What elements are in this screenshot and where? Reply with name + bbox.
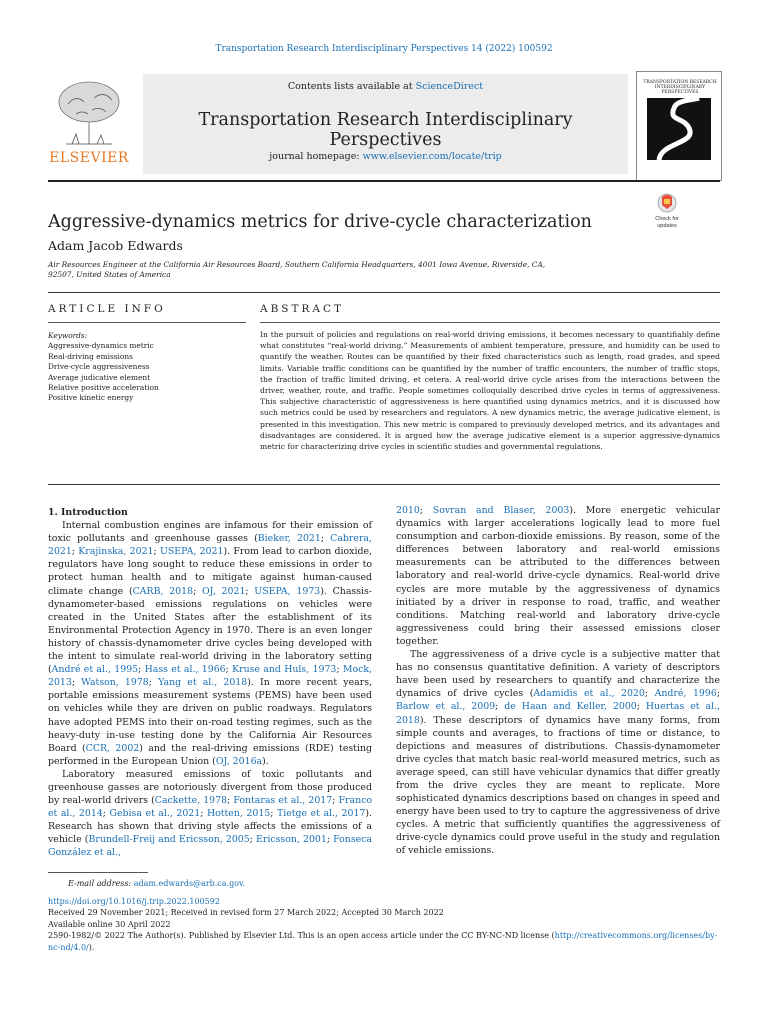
cover-title: TRANSPORTATION RESEARCH INTERDISCIPLINARY PERSPECTIVES [643, 80, 717, 95]
citation-link[interactable]: Cackette, 1978 [154, 795, 228, 807]
abstract-text: In the pursuit of policies and regulations on real-world driving emissions, it becomes necessary to quantifiably define what constitutes “real-world driving.” Measurements of ambient temperature, pressure, and humidity can be used to quantify the weather. Routes can be quantified by their fixed characteristics such as length, road grades, and speed limits. Variable traffic conditions can be quantified by the number of traffic encounters, the number of traffic stops, the fraction of traffic limited driving, et cetera. A real-world drive cycle arises from the interactions between the driver, weather, route, and traffic. People sometimes colloquially described drive cycles in terms of aggressiveness. This subjective characteristic of aggressiveness is here quantified using dynamics metrics, and it is discussed how such metrics could be used by researchers and regulators. A new dynamics metric, the average judicative element, is presented in this investigation. This new metric is compared to previously developed metrics, and its advantages and disadvantages are considered. It is argued how the average judicative element is a superior aggressive-dynamics metric for characterizing drive cycles in scientific studies and governmental regulations. [260, 330, 720, 452]
citation-link[interactable]: Brundell-Freij and Ericsson, 2005 [88, 834, 250, 846]
author-affiliation: Air Resources Engineer at the California Air Resources Board, Southern California Headquarters, 4001 Iowa Avenue, Riverside, CA, 92507, United States of America [48, 260, 546, 279]
keyword: Relative positive acceleration [48, 383, 159, 393]
sciencedirect-link[interactable]: ScienceDirect [415, 81, 484, 92]
citation-link[interactable]: Fontaras et al., 2017 [233, 795, 333, 807]
keyword: Positive kinetic energy [48, 393, 134, 403]
check-for-updates-button[interactable] [642, 192, 692, 232]
citation-link[interactable]: Mock, 2013 [48, 664, 372, 689]
abstract-heading: ABSTRACT [260, 303, 345, 315]
citation-link[interactable]: OJ, 2021 [201, 585, 246, 597]
citation-link[interactable]: Barlow et al., 2009 [396, 701, 496, 713]
section-title: 1. Introduction [48, 507, 128, 518]
email-footnote: E-mail address: adam.edwards@arb.ca.gov. [68, 879, 246, 888]
check-updates-label: Check for [655, 216, 679, 222]
svg-text:updates: updates [657, 223, 677, 229]
footnote-rule [48, 872, 148, 873]
author-name[interactable]: Adam Jacob Edwards [48, 238, 183, 253]
citation-link[interactable]: Gebisa et al., 2021 [109, 808, 201, 820]
citation-link[interactable]: Tietge et al., 2017 [276, 808, 366, 820]
citation-link[interactable]: USEPA, 2021 [159, 546, 224, 558]
citation-link[interactable]: Adamidis et al., 2020 [533, 688, 645, 700]
citation-link[interactable]: Bieker, 2021 [257, 533, 321, 545]
citation-link[interactable]: de Haan and Keller, 2000 [504, 701, 637, 713]
homepage-link[interactable]: www.elsevier.com/locate/trip [362, 151, 502, 162]
available-online: Available online 30 April 2022 [48, 919, 171, 929]
doi-link[interactable]: https://doi.org/10.1016/j.trip.2022.100592 [48, 896, 220, 906]
citation-link[interactable]: 2010 [396, 505, 420, 516]
journal-reference[interactable]: Transportation Research Interdisciplinary Perspectives 14 (2022) 100592 [215, 44, 553, 54]
citation-link[interactable]: Yang et al., 2018 [158, 677, 248, 689]
citation-link[interactable]: CCR, 2002 [85, 742, 140, 754]
elsevier-wordmark: ELSEVIER [49, 150, 129, 166]
paragraph: Laboratory measured emissions of toxic pollutants and greenhouse gasses are notoriously divergent from those produced by real-world drivers (Cackette, 1978; Fontaras et al., 2017; Franco et al., 2014; Gebisa et al., 2021; Hotten, 2015; Tietge et al., 2017). Research has shown that driving style affects the emissions of a vehicle (Brundell-Freij and Ericsson, 2005; Ericsson, 2001; Fonseca González et al., [48, 768, 373, 859]
body-column-left [48, 506, 372, 860]
citation-link[interactable]: Huertas et al., 2018 [396, 701, 721, 726]
citation-link[interactable]: Kruse and Huls, 1973 [232, 664, 337, 676]
citation-link[interactable]: Hotten, 2015 [206, 808, 271, 820]
keyword: Aggressive-dynamics metric [48, 341, 154, 351]
keyword: Drive-cycle aggressiveness [48, 362, 150, 372]
journal-homepage: journal homepage: www.elsevier.com/locate/trip [269, 151, 502, 162]
keywords-block [48, 331, 246, 404]
keywords-label: Keywords: [48, 331, 88, 340]
abstract-bottom-rule [48, 484, 720, 485]
citation-link[interactable]: USEPA, 1973 [254, 585, 321, 597]
journal-cover-thumbnail[interactable] [636, 71, 722, 181]
header-rule [48, 180, 720, 182]
citation-link[interactable]: OJ, 2016a [215, 755, 263, 767]
received-dates: Received 29 November 2021; Received in revised form 27 March 2022; Accepted 30 March 2022 [48, 908, 444, 917]
article-title: Aggressive-dynamics metrics for drive-cycle characterization [48, 212, 592, 232]
keyword: Real-driving emissions [48, 351, 133, 361]
license-statement: 2590-1982/© 2022 The Author(s). Published by Elsevier Ltd. This is an open access article under the CC BY-NC-ND license (http://creativecommons.org/licenses/by-nc-nd/4.0/). [48, 931, 718, 952]
citation-link[interactable]: André, 1996 [654, 688, 717, 700]
license-link[interactable]: http://creativecommons.org/licenses/by-nc-nd/4.0/ [48, 931, 718, 952]
email-link[interactable]: adam.edwards@arb.ca.gov. [133, 879, 246, 888]
citation-link[interactable]: CARB, 2018 [132, 585, 194, 597]
paragraph: 2010; Sovran and Blaser, 2003). More energetic vehicular dynamics with larger accelerations logically lead to more fuel consumption and carbon-dioxide emissions. By reason, some of the differences between laboratory and real-world emissions measurements can be attributed to the differences between laboratory and real-world drive-cycle dynamics. Real-world drive cycles are more mutable by the aggressiveness of dynamics initiated by a driver in response to road, traffic, and weather conditions. Matching real-world and laboratory drive-cycle aggressiveness could bring their assessed emissions closer together. [396, 505, 720, 647]
citation-link[interactable]: Hass et al., 1966 [144, 664, 226, 676]
citation-link[interactable]: Cabrera, 2021 [48, 533, 373, 558]
title-rule [48, 292, 720, 293]
journal-title: Transportation Research Interdisciplinary Perspectives [198, 110, 573, 150]
citation-link[interactable]: Ericsson, 2001 [256, 834, 327, 846]
citation-link[interactable]: André et al., 1995 [51, 664, 139, 676]
citation-link[interactable]: Fonseca González et al., [48, 834, 373, 859]
keyword: Average judicative element [48, 372, 151, 382]
article-footer [48, 878, 720, 953]
citation-link[interactable]: Sovran and Blaser, 2003 [432, 505, 570, 516]
paragraph: The aggressiveness of a drive cycle is a subjective matter that has no consensus quantitative definition. A variety of descriptors have been used by researchers to quantify and characterize the dynamics of drive cycles (Adamidis et al., 2020; André, 1996; Barlow et al., 2009; de Haan and Keller, 2000; Huertas et al., 2018). These descriptors of dynamics have many forms, from simple counts and averages, to fractions of time or distance, to depictions and measures of distributions. Chassis-dynamometer drive cycles that match basic real-world measured metrics, such as average speed, can still have vehicular dynamics that differ greatly from the drive cycles they are meant to replicate. More sophisticated dynamics descriptions based on changes in speed and energy have been used to try to capture the aggressiveness of drive cycles. A metric that sufficiently quantifies the aggressiveness of drive-cycle dynamics could prove useful in the study and regulation of vehicle emissions. [396, 649, 721, 857]
abstract-rule [260, 322, 720, 323]
contents-line: Contents lists available at ScienceDirect [287, 81, 484, 92]
citation-link[interactable]: Watson, 1978 [81, 677, 149, 689]
article-info-heading: ARTICLE INFO [48, 303, 166, 315]
body-column-right [396, 504, 720, 858]
article-info-rule [48, 322, 246, 323]
citation-link[interactable]: Krajinska, 2021 [78, 546, 154, 558]
paragraph: Internal combustion engines are infamous for their emission of toxic pollutants and greenhouse gasses (Bieker, 2021; Cabrera, 2021; Krajinska, 2021; USEPA, 2021). From lead to carbon dioxide, regulators have long sought to reduce these emissions in order to protect human health and to mitigate against human-caused climate change (CARB, 2018; OJ, 2021; USEPA, 1973). Chassis-dynamometer-based emissions regulations on vehicles were created in the United States after the establishment of its Environmental Protection Agency in 1970. There is an even longer history of chassis-dynamometer drive cycles being developed with the intent to simulate real-world driving in the laboratory setting (André et al., 1995; Hass et al., 1966; Kruse and Huls, 1973; Mock, 2013; Watson, 1978; Yang et al., 2018). In more recent years, portable emissions measurement systems (PEMS) have been used on vehicles while they are driven on public roadways. Regulators have adopted PEMS into their on-road testing regimes, such as the heavy-duty in-use testing done by the California Air Resources Board (CCR, 2002) and the real-driving emissions (RDE) testing performed in the European Union (OJ, 2016a). [48, 520, 373, 767]
citation-link[interactable]: Franco et al., 2014 [48, 795, 373, 820]
